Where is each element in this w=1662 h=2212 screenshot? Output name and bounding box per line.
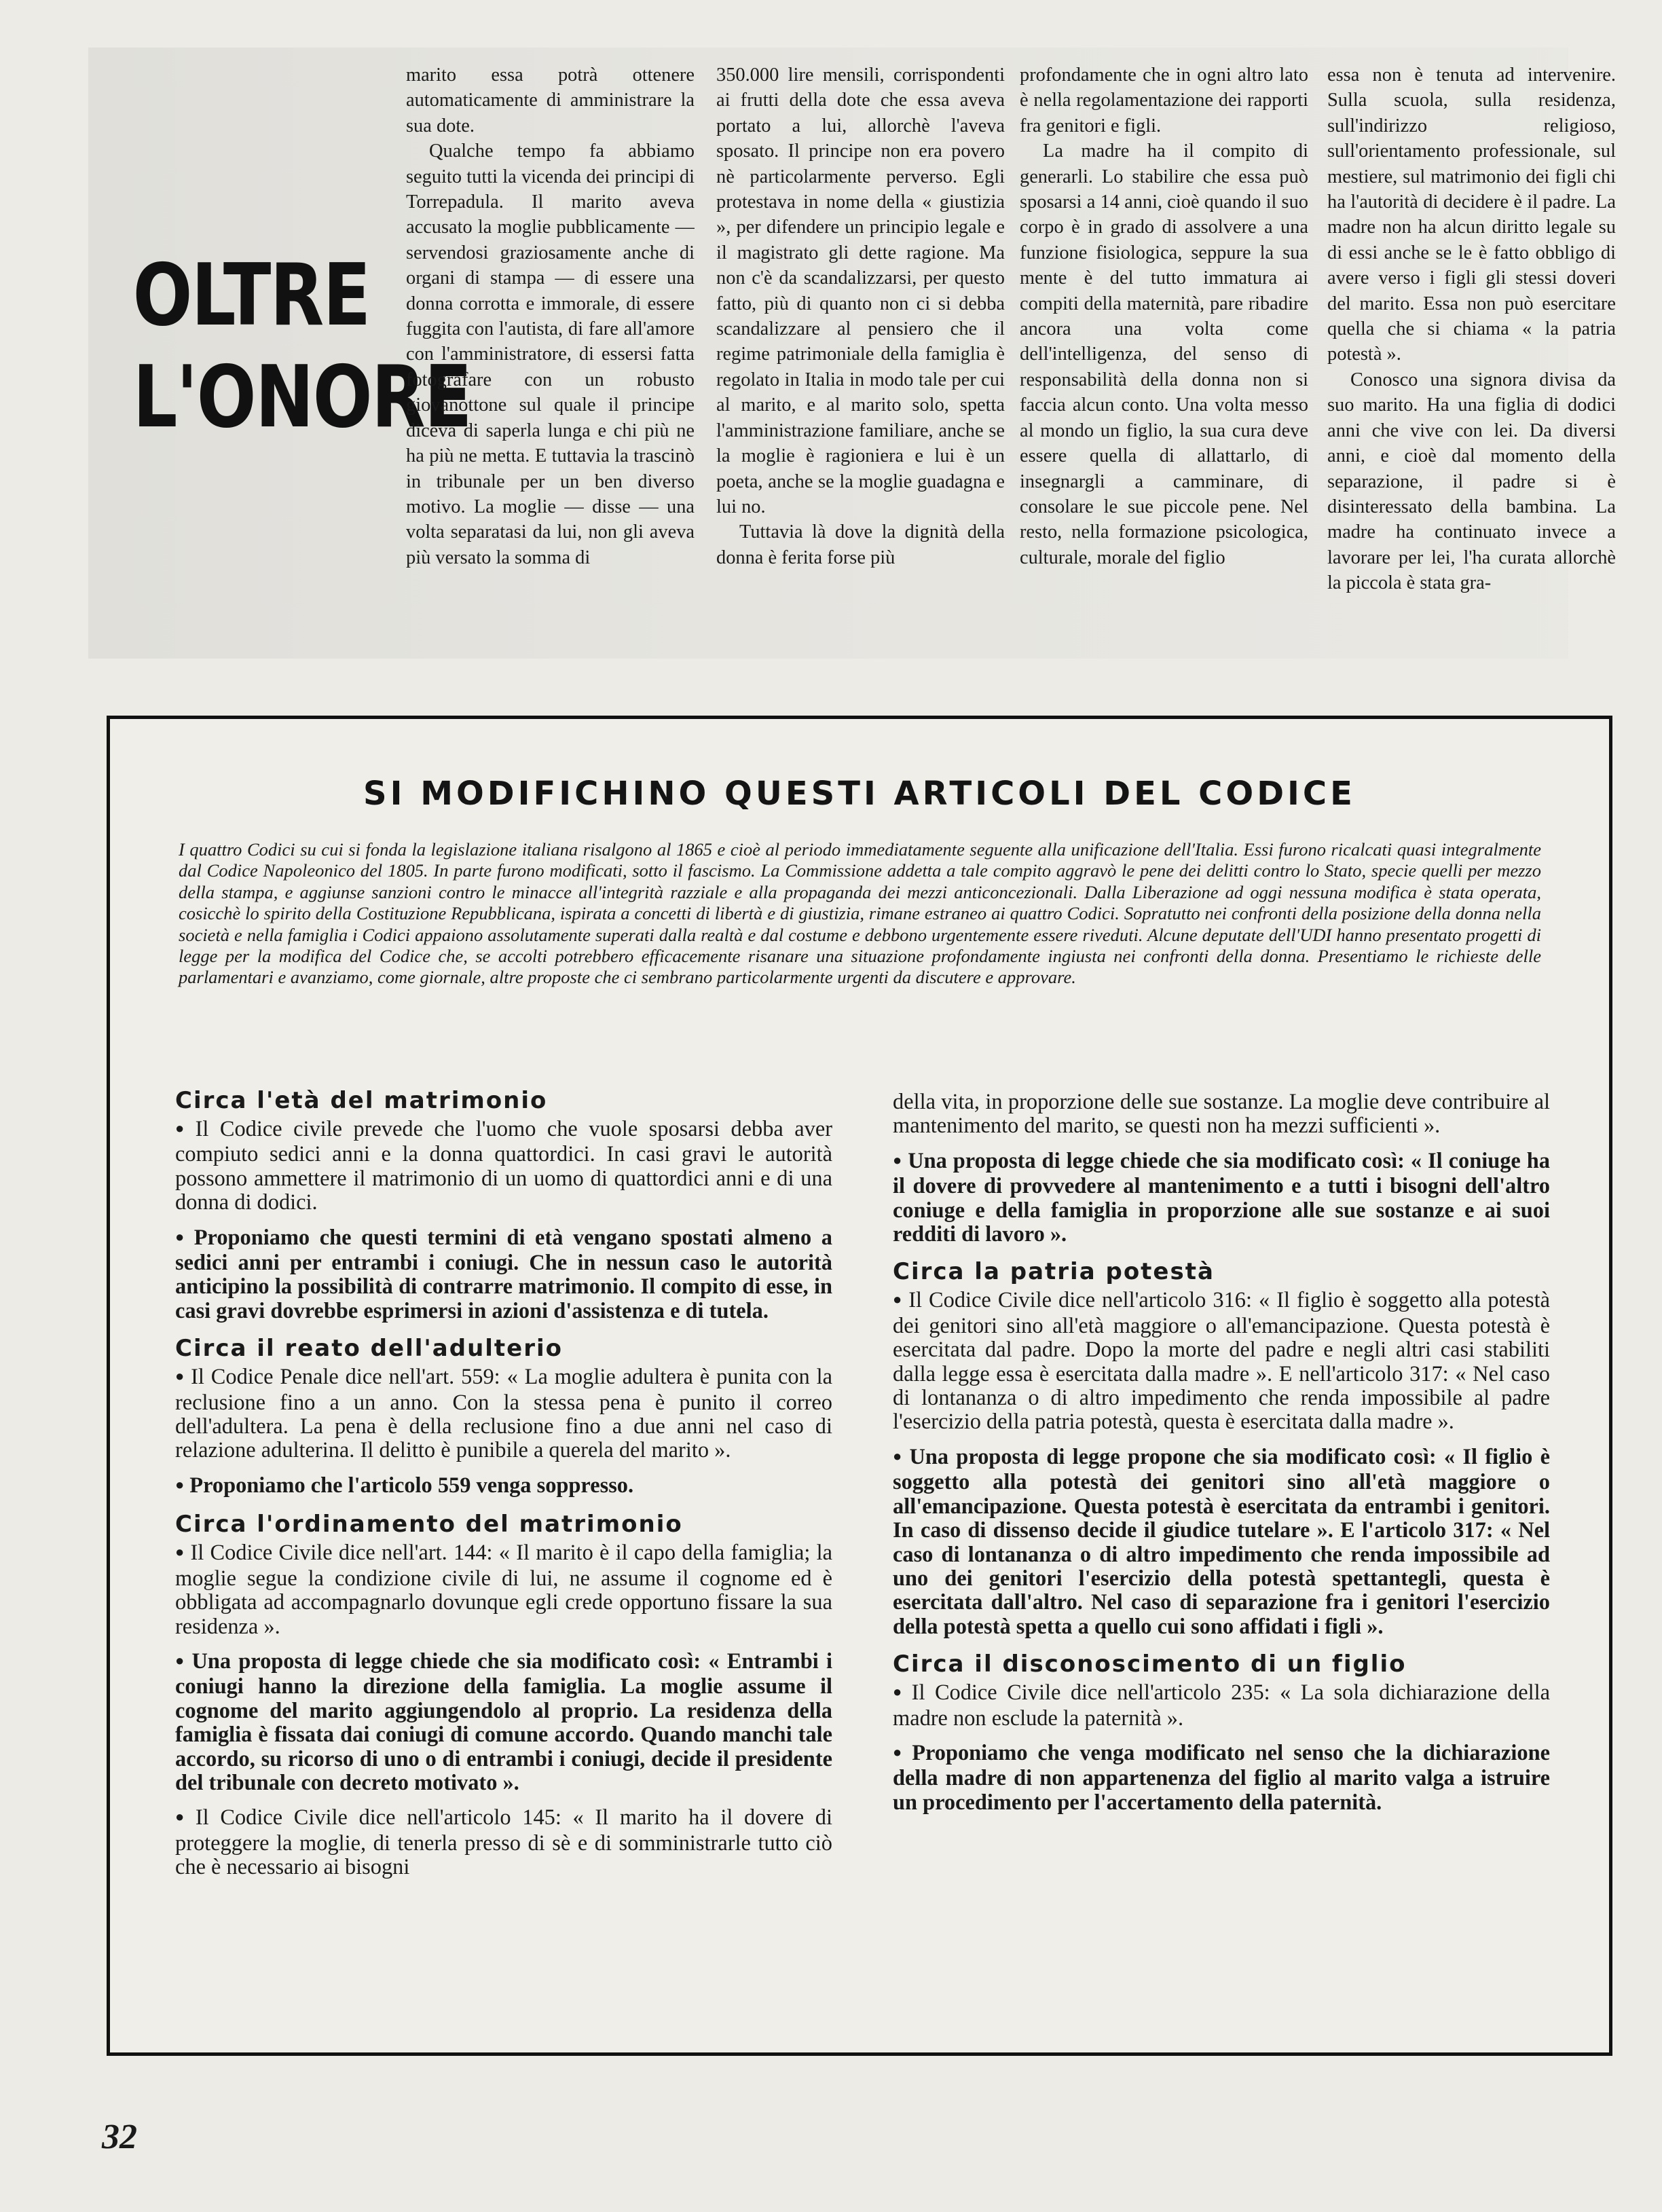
box-right-column bbox=[893, 1090, 1550, 1826]
proposal-paragraph: ● Una proposta di legge propone che sia modificato così: « Il figlio è soggetto alla potestà dei genitori sino all'età maggiore o all'emancipazione. Questa potestà è esercitata da entrambi i genitori. In caso di dissenso decide il giudice tutelare ». E l'articolo 317: « Nel caso di lontananza o di altro impedimento che renda impossibile ad uno dei genitori l'esercizio della potestà spettantegli, questa è esercitata dall'altro. Nel caso di separazione fra i genitori l'esercizio della potestà spetta a quello cui sono affidati i figli ». bbox=[893, 1444, 1550, 1639]
paragraph: ● Il Codice Civile dice nell'articolo 235: « La sola dichiarazione della madre non esclude la paternità ». bbox=[893, 1680, 1550, 1731]
bullet-icon: ● bbox=[893, 1743, 907, 1761]
box-intro: I quattro Codici su cui si fonda la legislazione italiana risalgono al 1865 e cioè al periodo immediatamente seguente alla unificazione dell'Italia. Essi furono ricalcati quasi integralmente dal Codice Napoleonico del 1805. In parte furono modificati, sotto il fascismo. La Commissione addetta a tale compito aggravò le pene dei delitti contro lo Stato, specie quelli per mezzo della stampa, e aggiunse sanzioni contro le minacce all'integrità razziale e alla propaganda dei mezzi anticoncezionali. Dalla Liberazione ad oggi nessuna modifica è stata operata, cosicchè lo spirito della Costituzione Repubblicana, ispirata a concetti di libertà e di giustizia, rimane estraneo ai quattro Codici. Sopratutto nei confronti della posizione della donna nella società e nella famiglia i Codici appaiono assolutamente superati dalla realtà e dal costume e debbono urgentemente essere riveduti. Alcune deputate dell'UDI hanno presentato progetti di legge per la modifica del Codice che, se accolti potrebbero efficacemente risanare una situazione profondamente ingiusta nei confronti della donna. Presentiamo le richieste delle parlamentari e avanziamo, come giornale, altre proposte che ci sembrano particolarmente urgenti da discutere e approvare. bbox=[179, 839, 1541, 988]
bullet-icon: ● bbox=[175, 1651, 187, 1669]
paragraph: ● Il Codice Penale dice nell'art. 559: « La moglie adultera è punita con la reclusione fino a un anno. Con la stessa pena è punito il correo dell'adultera. La pena è della reclusione fino a due anni nel caso di relazione adulterina. Il delitto è punibile a querela del marito ». bbox=[175, 1365, 832, 1463]
article-column-3 bbox=[1020, 62, 1308, 646]
section-heading: Circa l'età del matrimonio bbox=[175, 1087, 548, 1114]
bullet-icon: ● bbox=[175, 1367, 186, 1385]
bullet-icon: ● bbox=[893, 1683, 906, 1701]
section-heading: Circa la patria potestà bbox=[893, 1258, 1215, 1286]
paragraph: ● Il Codice Civile dice nell'art. 144: « Il marito è il capo della famiglia; la moglie segue la condizione civile di lui, ne assume il cognome ed è obbligata ad accompagnarlo dovunque egli crede opportuno fissare la sua residenza ». bbox=[175, 1541, 832, 1639]
section-heading: Circa il disconoscimento di un figlio bbox=[893, 1651, 1407, 1678]
bullet-icon: ● bbox=[893, 1151, 903, 1168]
section-heading: Circa il reato dell'adulterio bbox=[175, 1335, 564, 1363]
paragraph: Tuttavia là dove la dignità della donna è ferita forse più bbox=[716, 521, 1005, 568]
article-column-4 bbox=[1327, 62, 1616, 646]
paragraph: ● Il Codice Civile dice nell'articolo 145: « Il marito ha il dovere di proteggere la moglie, di tenerla presso di sè e di somministrarle tutto ciò che è necessario ai bisogni bbox=[175, 1805, 832, 1880]
paragraph: La madre ha il compito di generarli. Lo stabilire che essa può sposarsi a 14 anni, cioè quando il suo corpo è in grado di assolvere a una funzione fisiologica, seppure la sua mente è del tutto immatura ai compiti della maternità, pare ribadire ancora una volta come dell'intelligenza, del senso di responsabilità della donna non si faccia alcun conto. Una volta messo al mondo un figlio, la sua cura deve essere quella di allattarlo, di insegnargli a camminare, di consolare le sue piccole pene. Nel resto, nella formazione psicologica, culturale, morale del figlio bbox=[1020, 141, 1308, 568]
page-number: 32 bbox=[102, 2118, 137, 2156]
paragraph: ● Il Codice civile prevede che l'uomo che vuole sposarsi debba aver compiuto sedici anni e la donna quattordici. In casi gravi le autorità possono ammettere il matrimonio di un uomo di quattordici anni e di una donna di dodici. bbox=[175, 1117, 832, 1215]
bullet-icon: ● bbox=[893, 1447, 904, 1464]
title-line-1: OLTRE bbox=[132, 245, 370, 345]
article-column-2 bbox=[716, 62, 1005, 646]
paragraph: marito essa potrà ottenere automaticamente di amministrare la sua dote. bbox=[406, 64, 695, 136]
paragraph: ● Il Codice Civile dice nell'articolo 316: « Il figlio è soggetto alla potestà dei genitori sino all'età maggiore o all'emancipazione. Questa potestà è esercitata dal padre. Dopo la morte del padre e negli altri casi stabiliti dalla legge essa è esercitata dalla madre ». E nell'articolo 317: « Nel caso di lontananza o di altro impedimento che renda impossibile al padre l'esercizio della patria potestà, questa è esercitata dalla madre ». bbox=[893, 1288, 1550, 1435]
article-title bbox=[81, 244, 471, 448]
box-left-column bbox=[175, 1086, 832, 1891]
proposal-paragraph: ● Proponiamo che l'articolo 559 venga soppresso. bbox=[175, 1473, 634, 1498]
article-column-1 bbox=[406, 62, 695, 646]
proposal-paragraph: ● Proponiamo che questi termini di età vengano spostati almeno a sedici anni per entrambi i coniugi. Che in nessun caso le autorità anticipino la possibilità di contrarre matrimonio. Il compito di esse, in casi gravi dovrebbe esprimersi in azioni d'assistenza e di tutela. bbox=[175, 1225, 832, 1323]
paragraph: essa non è tenuta ad intervenire. Sulla scuola, sulla residenza, sull'indirizzo religioso, sull'orientamento professionale, sul mestiere, sul matrimonio dei figli chi ha l'autorità di decidere è il padre. La madre non ha alcun diritto legale su di essi anche se le è fatto obbligo di avere verso i figli gli stessi doveri del marito. Essa non può esercitare quella che si chiama « la patria potestà ». bbox=[1327, 64, 1616, 365]
paragraph: profondamente che in ogni altro lato è nella regolamentazione dei rapporti fra genitori e figli. bbox=[1020, 64, 1308, 136]
paragraph: 350.000 lire mensili, corrispondenti ai frutti della dote che essa aveva portato a lui, allorchè l'aveva sposato. Il principe non era povero nè particolarmente perverso. Egli protestava in nome della « giustizia », per difendere un principio legale e il magistrato gli dette ragione. Ma non c'è da scandalizzarsi, per questo fatto, più di quanto non ci si debba scandalizzare al pensiero che il regime patrimoniale della famiglia è regolato in Italia in modo tale per cui al marito, e al marito solo, spetta l'amministrazione familiare, anche se la moglie è ragioniera e lui è un poeta, anche se la moglie guadagna e lui no. bbox=[716, 64, 1005, 517]
title-line-2: L'ONORE bbox=[132, 347, 471, 447]
proposal-paragraph: ● Proponiamo che venga modificato nel senso che la dichiarazione della madre di non appartenenza del figlio al marito valga a istruire un procedimento per l'accertamento della paternità. bbox=[893, 1740, 1550, 1815]
proposal-paragraph: ● Una proposta di legge chiede che sia modificato così: « Il coniuge ha il dovere di provvedere al mantenimento e a tutti i bisogni dell'altro coniuge e della famiglia in proporzione alle sue sostanze e ai suoi redditi di lavoro ». bbox=[893, 1148, 1550, 1247]
bullet-icon: ● bbox=[175, 1808, 190, 1826]
bullet-icon: ● bbox=[175, 1228, 189, 1245]
proposal-paragraph: ● Una proposta di legge chiede che sia modificato così: « Entrambi i coniugi hanno la direzione della famiglia. La moglie assume il cognome del marito aggiungendolo al proprio. La residenza della famiglia è fissata dai coniugi di comune accordo. Quando manchi tale accordo, su ricorso di uno o di entrambi i coniugi, decide il presidente del tribunale con decreto motivato ». bbox=[175, 1648, 832, 1795]
bullet-icon: ● bbox=[175, 1543, 185, 1561]
box-title: SI MODIFICHINO QUESTI ARTICOLI DEL CODICE bbox=[363, 775, 1356, 813]
bullet-icon: ● bbox=[175, 1475, 185, 1493]
section-heading: Circa l'ordinamento del matrimonio bbox=[175, 1511, 683, 1538]
paragraph: della vita, in proporzione delle sue sostanze. La moglie deve contribuire al mantenimento del marito, se questi non ha mezzi sufficienti ». bbox=[893, 1090, 1550, 1139]
bullet-icon: ● bbox=[175, 1120, 190, 1137]
paragraph: Qualche tempo fa abbiamo seguito tutti la vicenda dei principi di Torrepadula. Il marito aveva accusato la moglie pubblicamente — servendosi graziosamente anche di organi di stampa — di essere una donna corrotta e immorale, di essere fuggita con l'autista, di fare all'amore con l'amministratore, di essersi fatta fotografare con un robusto giovanottone sul quale il principe diceva di saperla lunga e chi più ne ha più ne metta. E tuttavia la trascinò in tribunale per un ben diverso motivo. La moglie — disse — una volta separatasi da lui, non gli aveva più versato la somma di bbox=[406, 141, 695, 568]
paragraph: Conosco una signora divisa da suo marito. Ha una figlia di dodici anni che vive con lei. Da diversi anni, e cioè dal momento della separazione, il padre si è disinteressato della bambina. La madre ha continuato invece a lavorare per lei, l'ha curata allorchè la piccola è stata gra- bbox=[1327, 369, 1616, 594]
bullet-icon: ● bbox=[893, 1291, 904, 1308]
